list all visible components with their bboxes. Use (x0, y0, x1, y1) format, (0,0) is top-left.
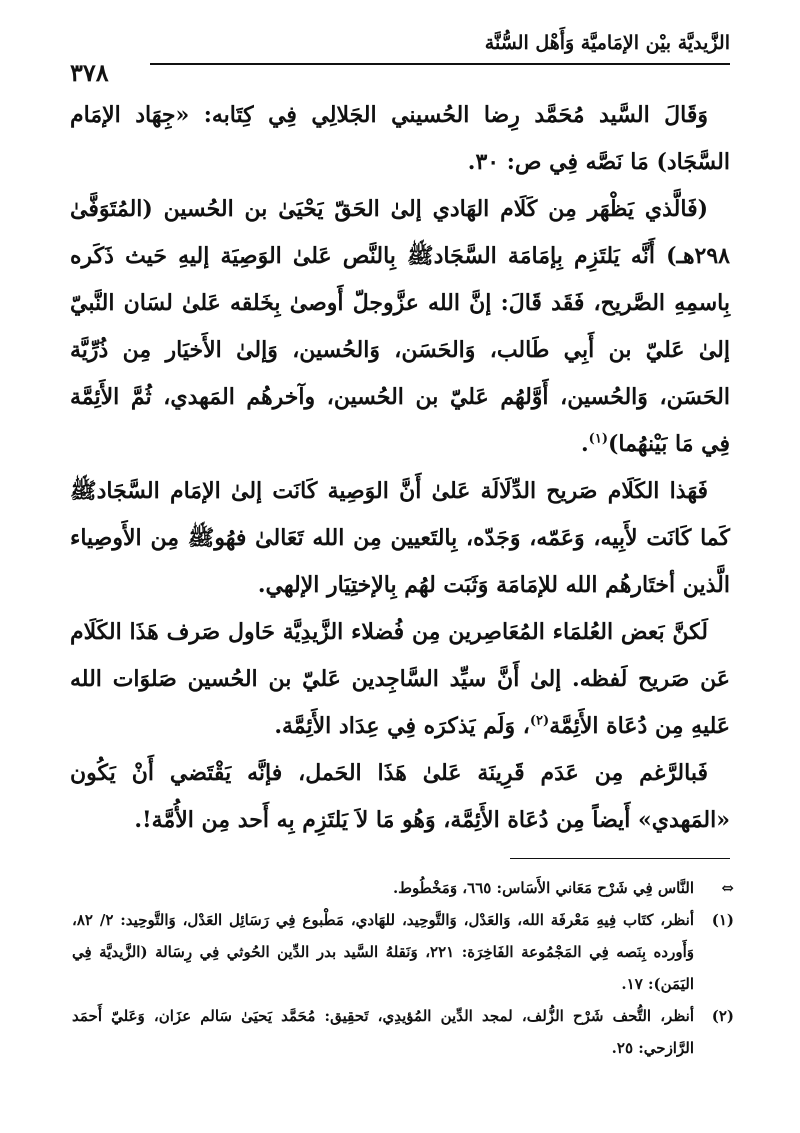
paragraph-4 (70, 609, 730, 750)
paragraph-4-end: ، وَلَم يَذكرَه فِي عِدَاد الأَئِمَّة. (274, 713, 530, 739)
main-text (70, 92, 730, 844)
footnote-source (72, 872, 734, 904)
paragraph-4-text: لَكنَّ بَعض العُلمَاء المُعَاصِرين مِن فُضلاء الزَّيدِيَّة حَاول صَرف هَذَا الكَلَام عَن صَريح لَفظه. إلىٰ أَنَّ سيِّد السَّاجِدين عَليّ بن الحُسين صَلوَات الله عَليهِ مِن دُعَاة الأَئِمَّة (70, 619, 730, 739)
paragraph-2 (70, 186, 730, 468)
running-title: الزَّيديَّة بيْن الإمَاميَّة وَأَهْل السُّنَّة (484, 32, 730, 54)
footnote-2-mark: (٢) (711, 1007, 734, 1025)
footnote-separator (510, 858, 730, 859)
footnote-source-mark: ⇔ (721, 879, 734, 897)
paragraph-2-text: (فَالَّذي يَظْهَر مِن كَلَام الهَادي إلىٰ الحَقّ يَحْيَىٰ بن الحُسين (المُتَوَفَّىٰ ٢٩٨هـ) أَنَّه يَلتَزِم بِإمَامَة السَّجَادﷺ بِالنَّص عَلىٰ الوَصِيَة إليهِ حَيث ذَكَره بِاسمِهِ الصَّريح، فَقَد قَالَ: إنَّ الله عزَّوجلّ أَوصىٰ بِخَلقه عَلىٰ لسَان النَّبيّ إلىٰ عَليّ بن أَبِي طَالب، وَالحَسَن، وَالحُسين، وَإلىٰ الأَخيَار مِن ذُرِّيَّة الحَسَن، وَالحُسين، أَوَّلهُم عَليّ بن الحُسين، وآخرهُم المَهدي، ثُمَّ الأَئِمَّة فِي مَا بَيْنهُما) (70, 196, 730, 457)
footnote-2 (72, 1000, 734, 1064)
footnote-1 (72, 904, 734, 1000)
page-number: ٣٧٨ (70, 58, 109, 87)
footnote-source-text: النَّاس فِي شَرْح مَعَاني الأَسَاس: ٦٦٥، وَمَخْطُوط. (392, 879, 694, 897)
footnote-1-text: أنظر، كتَاب فِيهِ مَعْرفَة الله، وَالعَدْل، وَالتَّوحِيد، للهَادي، مَطْبوع فِي رَسَائِل العَدْل، وَالتَّوحِيد: ٢/ ٨٢، وَأَورده بِنَصه فِي المَجْمُوعة الفَاخِرَة: ٢٢١، وَنَقلهُ السَّيد بدر الدِّين الحُوثي فِي رِسَالة (الزَّيديَّة فِي اليَمَن): ١٧. (72, 911, 694, 993)
running-header (70, 30, 730, 87)
header-rule (150, 63, 730, 65)
footnote-2-text: أنظر، التُّحف شَرْح الزُّلف، لمجد الدِّين المُؤيدِي، تَحقِيق: مُحَمَّد يَحيَىٰ سَالم عزَان، وَعَليّ أَحمَد الرَّازحي: ٢٥. (72, 1007, 694, 1057)
footnote-ref-2[interactable]: (٢) (529, 713, 550, 729)
footnote-ref-1[interactable]: (١) (588, 431, 608, 447)
paragraph-3: فَهَذا الكَلَام صَريح الدِّلَالَة عَلىٰ أَنَّ الوَصِية كَانَت إلىٰ الإمَام السَّجَادﷺ كَما كَانَت لأَبِيه، وَعَمّه، وَجَدّه، بِالتَعيين مِن الله تَعَالىٰ فهُوﷺ مِن الأَوصِياء الَّذين أختَارهُم الله للإمَامَة وَثَبَت لهُم بِالإختِيَار الإلهي. (70, 478, 730, 598)
paragraph-1: وَقَالَ السَّيد مُحَمَّد رِضا الحُسيني الجَلالِي فِي كِتَابه: «جِهَاد الإمَام السَّجَاد) مَا نَصَّه فِي ص: ٣٠. (70, 102, 730, 175)
paragraph-2-end: . (581, 431, 589, 457)
footnote-1-mark: (١) (711, 911, 734, 929)
paragraph-5: فَبالرَّغم مِن عَدَم قَرِينَة عَلىٰ هَذَا الحَمل، فإنَّه يَقْتَضي أَنْ يَكُون «المَهدي» أَيضاً مِن دُعَاة الأَئِمَّة، وَهُو مَا لاَ يَلتَزِم بِه أَحد مِن الأُمَّة!. (70, 760, 730, 833)
footnotes (72, 872, 734, 1064)
